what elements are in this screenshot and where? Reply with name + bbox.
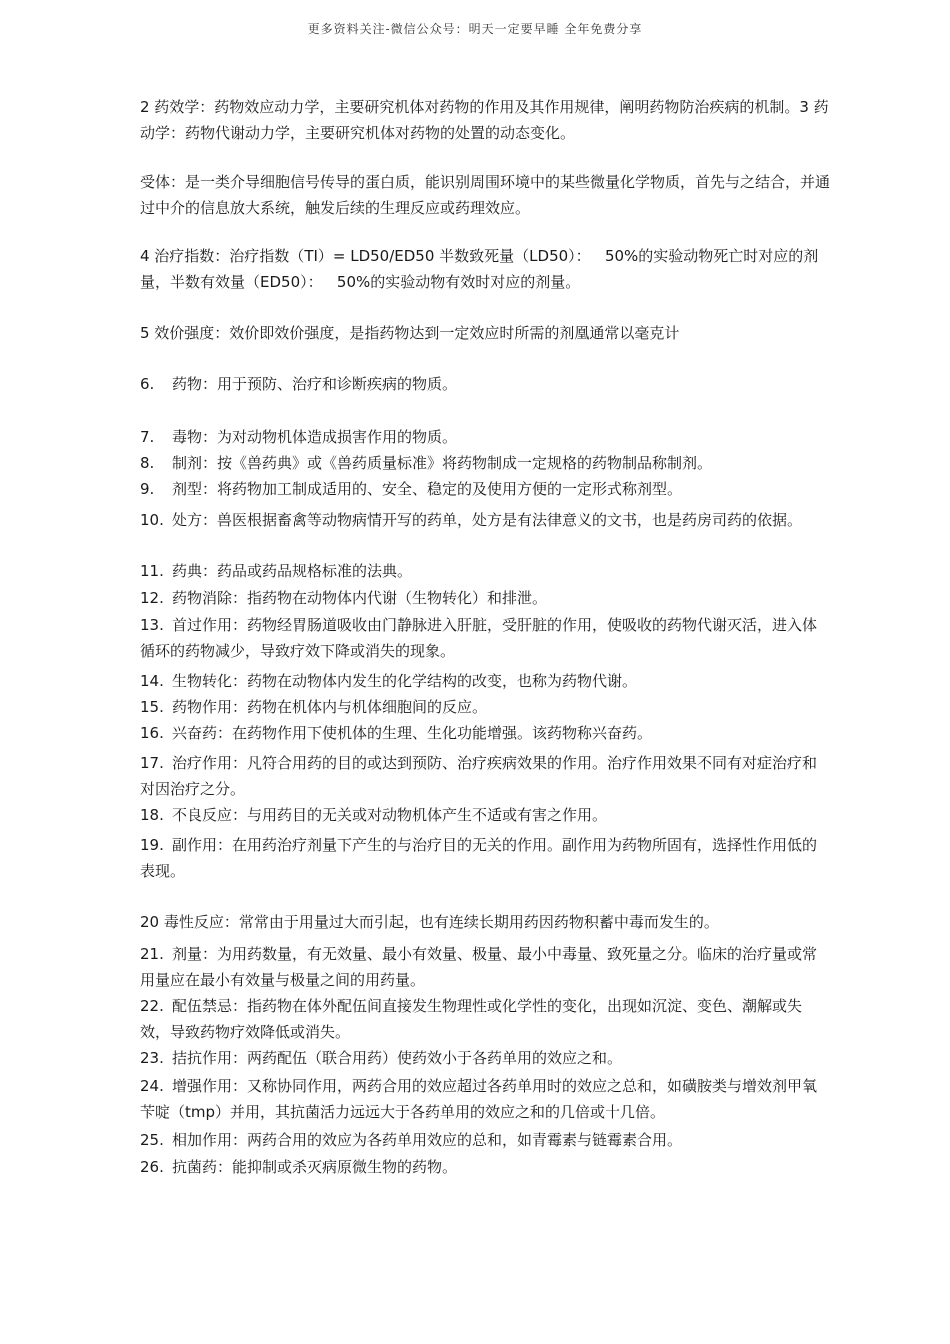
item-text: 首过作用：药物经胃肠道吸收由门静脉进入肝脏，受肝脏的作用，使吸收的药物代谢灭活，进入体循环的药物减少，导致疗效下降或消失的现象。 bbox=[140, 616, 818, 660]
item-number: 11. bbox=[140, 562, 164, 580]
paragraph-text: 受体：是一类介导细胞信号传导的蛋白质，能识别周围环境中的某些微量化学物质，首先与之结合，并通过中介的信息放大系统，触发后续的生理反应或药理效应。 bbox=[140, 173, 831, 217]
item-number: 21. bbox=[140, 945, 164, 963]
item-number: 13. bbox=[140, 616, 164, 634]
paragraph bbox=[140, 320, 830, 346]
list-item bbox=[140, 668, 830, 694]
list-item bbox=[140, 612, 830, 664]
item-text: 副作用：在用药治疗剂量下产生的与治疗目的无关的作用。副作用为药物所固有，选择性作用低的表现。 bbox=[140, 836, 818, 880]
item-number: 26. bbox=[140, 1158, 164, 1176]
item-text: 处方：兽医根据畜禽等动物病情开写的药单，处方是有法律意义的文书，也是药房司药的依据。 bbox=[172, 511, 803, 529]
item-text: 兴奋药：在药物作用下使机体的生理、生化功能增强。该药物称兴奋药。 bbox=[172, 724, 653, 742]
list-item bbox=[140, 993, 830, 1045]
item-text: 生物转化：药物在动物体内发生的化学结构的改变，也称为药物代谢。 bbox=[172, 672, 638, 690]
list-item bbox=[140, 1073, 830, 1125]
item-text: 毒物：为对动物机体造成损害作用的物质。 bbox=[172, 428, 458, 446]
list-item bbox=[140, 720, 830, 746]
paragraph-text: 4 治疗指数：治疗指数（TI）= LD50/ED50 半数致死量（LD50）： 50%的实验动物死亡时对应的剂量，半数有效量（ED50）： 50%的实验动物有效时对应的剂量。 bbox=[140, 247, 819, 291]
page-header: 更多资料关注-微信公众号：明天一定要早睡 全年免费分享 bbox=[307, 22, 643, 36]
item-number: 24. bbox=[140, 1077, 164, 1095]
item-text: 增强作用：又称协同作用，两药合用的效应超过各药单用时的效应之总和，如磺胺类与增效剂甲氧苄啶（tmp）并用，其抗菌活力远远大于各药单用的效应之和的几倍或十几倍。 bbox=[140, 1077, 818, 1121]
item-text: 配伍禁忌：指药物在体外配伍间直接发生物理性或化学性的变化，出现如沉淀、变色、潮解或失效，导致药物疗效降低或消失。 bbox=[140, 997, 803, 1041]
item-text: 不良反应：与用药目的无关或对动物机体产生不适或有害之作用。 bbox=[172, 806, 608, 824]
item-number: 6. bbox=[140, 375, 155, 393]
paragraph-text: 20 毒性反应：常常由于用量过大而引起，也有连续长期用药因药物积蓄中毒而发生的。 bbox=[140, 913, 719, 931]
item-number: 8. bbox=[140, 454, 155, 472]
paragraph bbox=[140, 243, 830, 295]
list-item bbox=[140, 750, 830, 802]
list-item bbox=[140, 1045, 830, 1071]
item-number: 7. bbox=[140, 428, 155, 446]
item-number: 10. bbox=[140, 511, 164, 529]
list-item bbox=[140, 694, 830, 720]
item-number: 9. bbox=[140, 480, 155, 498]
list-item bbox=[140, 941, 830, 993]
item-number: 22. bbox=[140, 997, 164, 1015]
list-item bbox=[140, 450, 830, 476]
list-item bbox=[140, 476, 830, 502]
item-text: 拮抗作用：两药配伍（联合用药）使药效小于各药单用的效应之和。 bbox=[172, 1049, 623, 1067]
paragraph bbox=[140, 94, 830, 146]
paragraph-text: 2 药效学：药物效应动力学，主要研究机体对药物的作用及其作用规律，阐明药物防治疾病的机制。3 药动学：药物代谢动力学，主要研究机体对药物的处置的动态变化。 bbox=[140, 98, 829, 142]
item-text: 治疗作用：凡符合用药的目的或达到预防、治疗疾病效果的作用。治疗作用效果不同有对症治疗和对因治疗之分。 bbox=[140, 754, 818, 798]
item-text: 相加作用：两药合用的效应为各药单用效应的总和，如青霉素与链霉素合用。 bbox=[172, 1131, 683, 1149]
list-item bbox=[140, 832, 830, 884]
item-number: 18. bbox=[140, 806, 164, 824]
item-number: 15. bbox=[140, 698, 164, 716]
item-text: 药物作用：药物在机体内与机体细胞间的反应。 bbox=[172, 698, 488, 716]
list-item bbox=[140, 371, 830, 397]
item-number: 12. bbox=[140, 589, 164, 607]
list-item bbox=[140, 585, 830, 611]
item-number: 16. bbox=[140, 724, 164, 742]
paragraph-text: 5 效价强度：效价即效价强度，是指药物达到一定效应时所需的剂凰通常以毫克计 bbox=[140, 324, 680, 342]
item-number: 25. bbox=[140, 1131, 164, 1149]
item-text: 剂型：将药物加工制成适用的、安全、稳定的及使用方便的一定形式称剂型。 bbox=[172, 480, 683, 498]
item-text: 制剂：按《兽药典》或《兽药质量标准》将药物制成一定规格的药物制品称制剂。 bbox=[172, 454, 713, 472]
list-item bbox=[140, 1154, 830, 1180]
item-text: 剂量：为用药数量，有无效量、最小有效量、极量、最小中毒量、致死量之分。临床的治疗量或常用量应在最小有效量与极量之间的用药量。 bbox=[140, 945, 818, 989]
list-item bbox=[140, 802, 830, 828]
item-text: 药典：药品或药品规格标准的法典。 bbox=[172, 562, 413, 580]
list-item bbox=[140, 1127, 830, 1153]
list-item bbox=[140, 507, 830, 533]
item-text: 药物：用于预防、治疗和诊断疾病的物质。 bbox=[172, 375, 458, 393]
item-number: 19. bbox=[140, 836, 164, 854]
item-number: 17. bbox=[140, 754, 164, 772]
item-number: 14. bbox=[140, 672, 164, 690]
paragraph bbox=[140, 909, 830, 935]
list-item bbox=[140, 424, 830, 450]
item-text: 抗菌药：能抑制或杀灭病原微生物的药物。 bbox=[172, 1158, 458, 1176]
item-number: 23. bbox=[140, 1049, 164, 1067]
list-item bbox=[140, 558, 830, 584]
paragraph bbox=[140, 169, 830, 221]
item-text: 药物消除：指药物在动物体内代谢（生物转化）和排泄。 bbox=[172, 589, 548, 607]
